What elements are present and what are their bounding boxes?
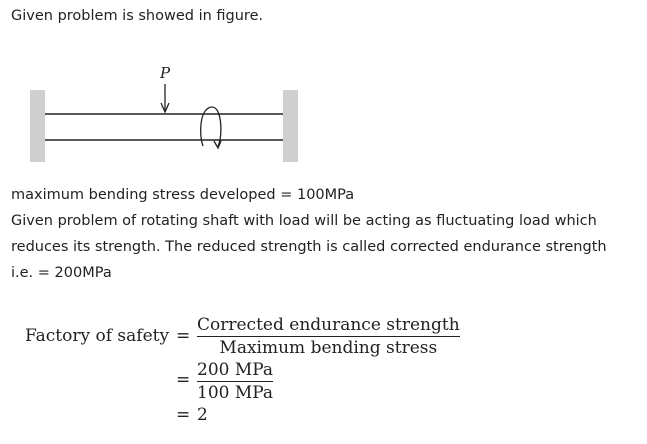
explanation-line-2: reduces its strength. The reduced strength is called corrected endurance strength bbox=[11, 239, 607, 255]
fraction-2-denominator: 100 MPa bbox=[197, 383, 274, 403]
fraction-2-bar bbox=[197, 381, 273, 382]
fraction-endurance-over-bending bbox=[197, 315, 460, 358]
intro-text: Given problem is showed in figure. bbox=[11, 8, 264, 24]
fraction-1-denominator: Maximum bending stress bbox=[219, 338, 438, 358]
right-fixed-support bbox=[283, 90, 298, 162]
fraction-1-bar bbox=[197, 336, 460, 337]
explanation-line-3: i.e. = 200MPa bbox=[11, 265, 112, 281]
fraction-1-numerator: Corrected endurance strength bbox=[197, 315, 460, 335]
equation-result: 2 bbox=[197, 405, 208, 425]
fraction-2-numerator: 200 MPa bbox=[197, 360, 274, 380]
equals-sign-2: = bbox=[176, 370, 191, 390]
equation-lhs: Factory of safety bbox=[25, 326, 170, 346]
equals-sign-3: = bbox=[176, 405, 191, 425]
equals-sign-1: = bbox=[176, 326, 191, 346]
explanation-line-1: Given problem of rotating shaft with load will be acting as fluctuating load which bbox=[11, 213, 597, 229]
load-label: P bbox=[160, 64, 171, 82]
stress-line: maximum bending stress developed = 100MPa bbox=[11, 187, 355, 203]
fraction-values bbox=[197, 360, 273, 403]
rotation-arrow-head bbox=[214, 141, 221, 148]
left-fixed-support bbox=[30, 90, 45, 162]
